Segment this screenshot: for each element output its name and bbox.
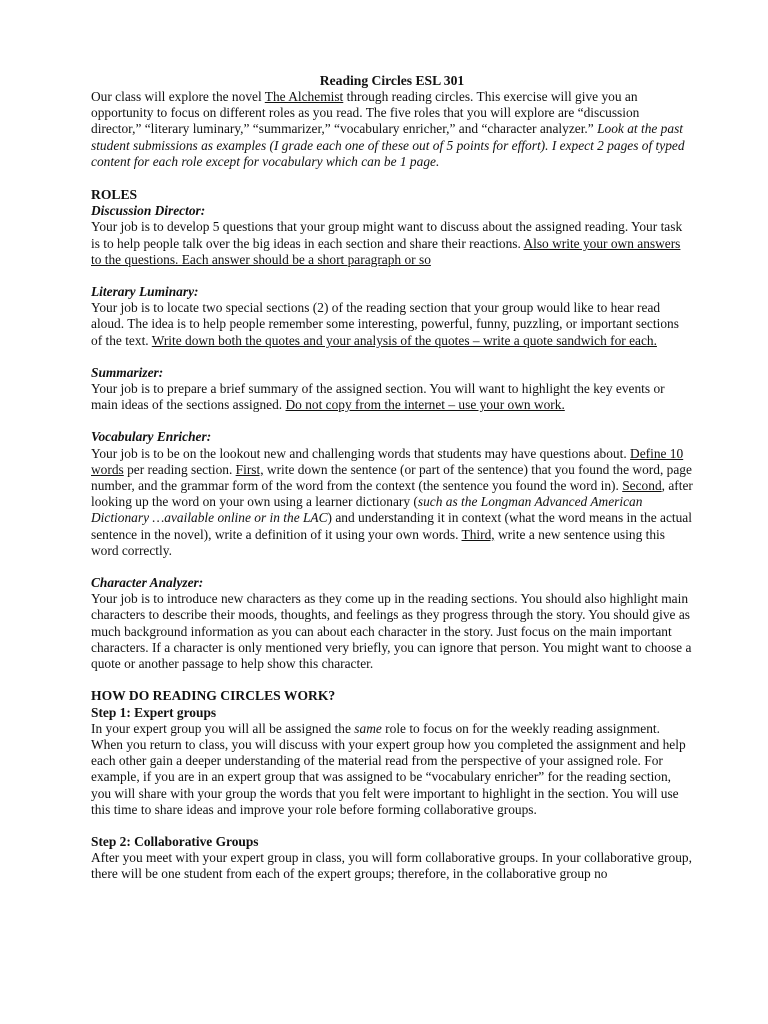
step-first: First, — [235, 461, 264, 477]
role-desc-vocabulary-enricher — [91, 446, 693, 559]
step2-heading: Step 2: Collaborative Groups — [91, 833, 259, 849]
role-name-vocabulary-enricher: Vocabulary Enricher: — [91, 429, 212, 445]
intro-italic-note: Look at the past student submissions as examples (I grade each one of these out of 5 points for effort). I expect 2 pages of typed content for each role except for vocabulary which can be 1 page. — [91, 121, 685, 169]
role-desc-summarizer — [91, 381, 693, 413]
role-underlined-instruction: Write down both the quotes and your analysis of the quotes – write a quote sandwich for each. — [151, 332, 657, 348]
role-text: Your job is to locate two special sections (2) of the reading section that your group would like to hear read aloud. The idea is to help people remember some interesting, powerful, funny, puzzling, or important sections of the text. — [91, 300, 679, 348]
role-text: Your job is to develop 5 questions that your group might want to discuss about the assigned reading. Your task is to help people talk over the big ideas in each section and share their reactions. — [91, 219, 683, 251]
document-page — [91, 73, 693, 883]
intro-text-a: Our class will explore the novel — [91, 89, 265, 104]
step1-paragraph — [91, 721, 693, 818]
page-title: Reading Circles ESL 301 — [319, 73, 465, 88]
dictionary-note: such as the Longman Advanced American Dictionary …available online or in the LAC — [91, 494, 643, 526]
spacer — [91, 672, 693, 688]
spacer — [91, 413, 693, 429]
step-third: Third, — [461, 526, 495, 542]
step1-text-a: In your expert group you will all be assigned the — [91, 720, 355, 736]
role-text: write down the sentence (or part of the sentence) that you found the word, page number, and the grammar form of the word from the context (the sentence you found the word in). — [91, 461, 692, 494]
novel-title: The Alchemist — [264, 89, 344, 104]
role-desc-discussion-director — [91, 219, 693, 268]
role-desc-character-analyzer: Your job is to introduce new characters as they come up in the reading sections. You should also highlight main characters to describe their moods, thoughts, and feelings as they progress through the story. You should give as much background information as you can about each character in the story. Just focus on the main important characters. If a character is only mentioned very briefly, you can ignore that person. You might want to choose a quote or another passage to help show this character. — [91, 591, 692, 672]
roles-heading: ROLES — [91, 187, 138, 203]
role-name-character-analyzer: Character Analyzer: — [91, 575, 204, 591]
define-words-instruction: Define 10 words — [91, 445, 684, 477]
spacer — [91, 268, 693, 284]
role-text: Your job is to be on the lookout new and challenging words that students may have questions about. — [91, 445, 631, 461]
step1-same: same — [354, 720, 382, 736]
step1-heading: Step 1: Expert groups — [91, 704, 217, 720]
role-text: per reading section. — [123, 461, 236, 477]
role-text: Your job is to prepare a brief summary of the assigned section. You will want to highlight the key events or main ideas of the sections assigned. — [91, 381, 665, 413]
role-name-summarizer: Summarizer: — [91, 364, 164, 380]
role-underlined-instruction: Also write your own answers to the questions. Each answer should be a short paragraph or so — [91, 235, 681, 267]
spacer — [91, 349, 693, 365]
role-desc-literary-luminary — [91, 300, 693, 349]
intro-text-b: through reading circles. This exercise will give you an opportunity to focus on different roles as you read. The five roles that you will explore are “discussion director,” “literary luminary,” “summarizer,” “vocabulary enricher,” and “character analyzer.” — [91, 89, 640, 137]
spacer — [91, 170, 693, 187]
spacer — [91, 818, 693, 834]
role-name-discussion-director: Discussion Director: — [91, 203, 206, 219]
spacer — [91, 559, 693, 575]
intro-paragraph — [91, 89, 693, 170]
how-heading: HOW DO READING CIRCLES WORK? — [91, 688, 336, 704]
role-name-literary-luminary: Literary Luminary: — [91, 284, 199, 300]
role-text: , after looking up the word on your own using a learner dictionary ( — [91, 478, 693, 510]
step2-paragraph: After you meet with your expert group in class, you will form collaborative groups. In your collaborative group, there will be one student from each of the expert groups; therefore, in the collaborative group no — [91, 850, 692, 882]
step1-text-b: role to focus on for the weekly reading assignment. When you return to class, you will discuss with your expert group how you completed the assignment and help each other gain a deeper understanding of the material read from the perspective of your assigned role. For example, if you are in an expert group that was assigned to be “vocabulary enricher” for the reading section, you will share with your group the words that you felt were important to highlight in the section. You will use this time to share ideas and improve your role before forming collaborative groups. — [91, 720, 686, 817]
role-underlined-instruction: Do not copy from the internet – use your own work. — [285, 397, 565, 413]
step-second: Second — [622, 478, 662, 494]
role-text: ) and understanding it in context (what the word means in the actual sentence in the novel), write a definition of it using your own words. — [91, 510, 692, 542]
role-text: write a new sentence using this word correctly. — [91, 526, 665, 558]
